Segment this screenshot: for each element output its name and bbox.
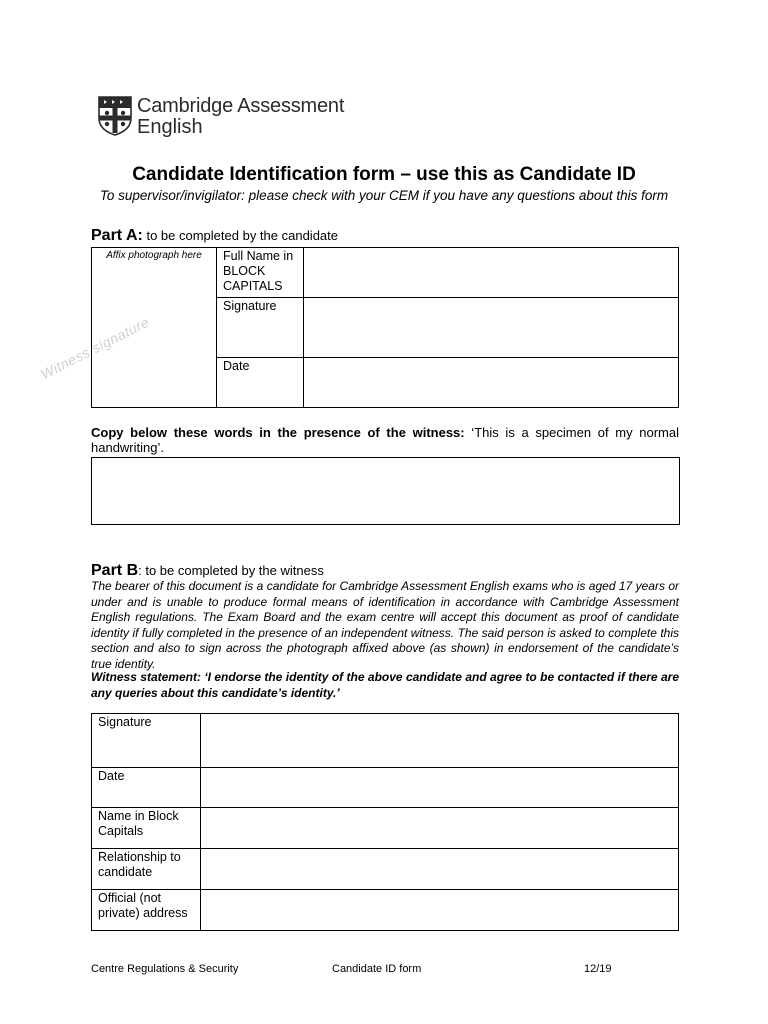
witness-date-label: Date [92,768,201,808]
date-field[interactable] [304,358,679,408]
address-field[interactable] [201,890,679,931]
date-label: Date [217,358,304,408]
part-a-title: Part A: [91,227,143,244]
part-b-heading [91,562,324,580]
footer-center: Candidate ID form [332,963,422,975]
cambridge-logo [98,96,344,138]
part-b-subtitle: : to be completed by the witness [138,563,324,578]
cambridge-crest-icon [98,96,132,136]
part-a-subtitle: to be completed by the candidate [142,228,338,243]
page-subtitle: To supervisor/invigilator: please check with your CEM if you have any questions about this form [99,188,669,203]
footer-left: Centre Regulations & Security [91,963,239,975]
part-a-heading [91,227,338,245]
part-b-table [91,713,679,931]
part-b-description: The bearer of this document is a candidate for Cambridge Assessment English exams who is aged 17 years or under and is unable to produce formal means of identification in accordance with Cambridge Assessment English regulations. The Exam Board and the exam centre will accept this document as proof of candidate identity if fully completed in the presence of an independent witness. The said person is asked to complete this section and also to sign across the photograph affixed above (as shown) in endorsement of the candidate’s true identity. [91,579,679,671]
witness-name-field[interactable] [201,808,679,849]
part-b-title: Part B [91,562,139,579]
address-label: Official (not private) address [92,890,201,931]
witness-name-label: Name in Block Capitals [92,808,201,849]
witness-signature-label: Signature [92,714,201,768]
copy-instruction-bold: Copy below these words in the presence of the witness: [91,425,465,440]
photo-label: Affix photograph here [106,250,202,261]
full-name-label: Full Name in BLOCK CAPITALS [217,248,304,298]
part-a-table [91,247,679,408]
handwriting-specimen-box[interactable] [91,457,680,525]
relationship-field[interactable] [201,849,679,890]
full-name-field[interactable] [304,248,679,298]
copy-instruction-text: ‘This is a specimen of my normal handwriting’. [91,425,679,455]
witness-signature-watermark: Witness signature [38,313,152,383]
signature-label: Signature [217,298,304,358]
copy-instruction [91,425,679,455]
logo-line2: English [137,116,203,138]
logo-line1: Cambridge Assessment [137,95,345,117]
photo-box[interactable] [92,248,217,408]
witness-date-field[interactable] [201,768,679,808]
page-title: Candidate Identification form – use this as Candidate ID [132,164,636,185]
signature-field[interactable] [304,298,679,358]
footer-right: 12/19 [584,963,612,975]
relationship-label: Relationship to candidate [92,849,201,890]
witness-signature-field[interactable] [201,714,679,768]
witness-statement: Witness statement: ‘I endorse the identity of the above candidate and agree to be contacted if there are any queries about this candidate’s identity.’ [91,670,679,700]
